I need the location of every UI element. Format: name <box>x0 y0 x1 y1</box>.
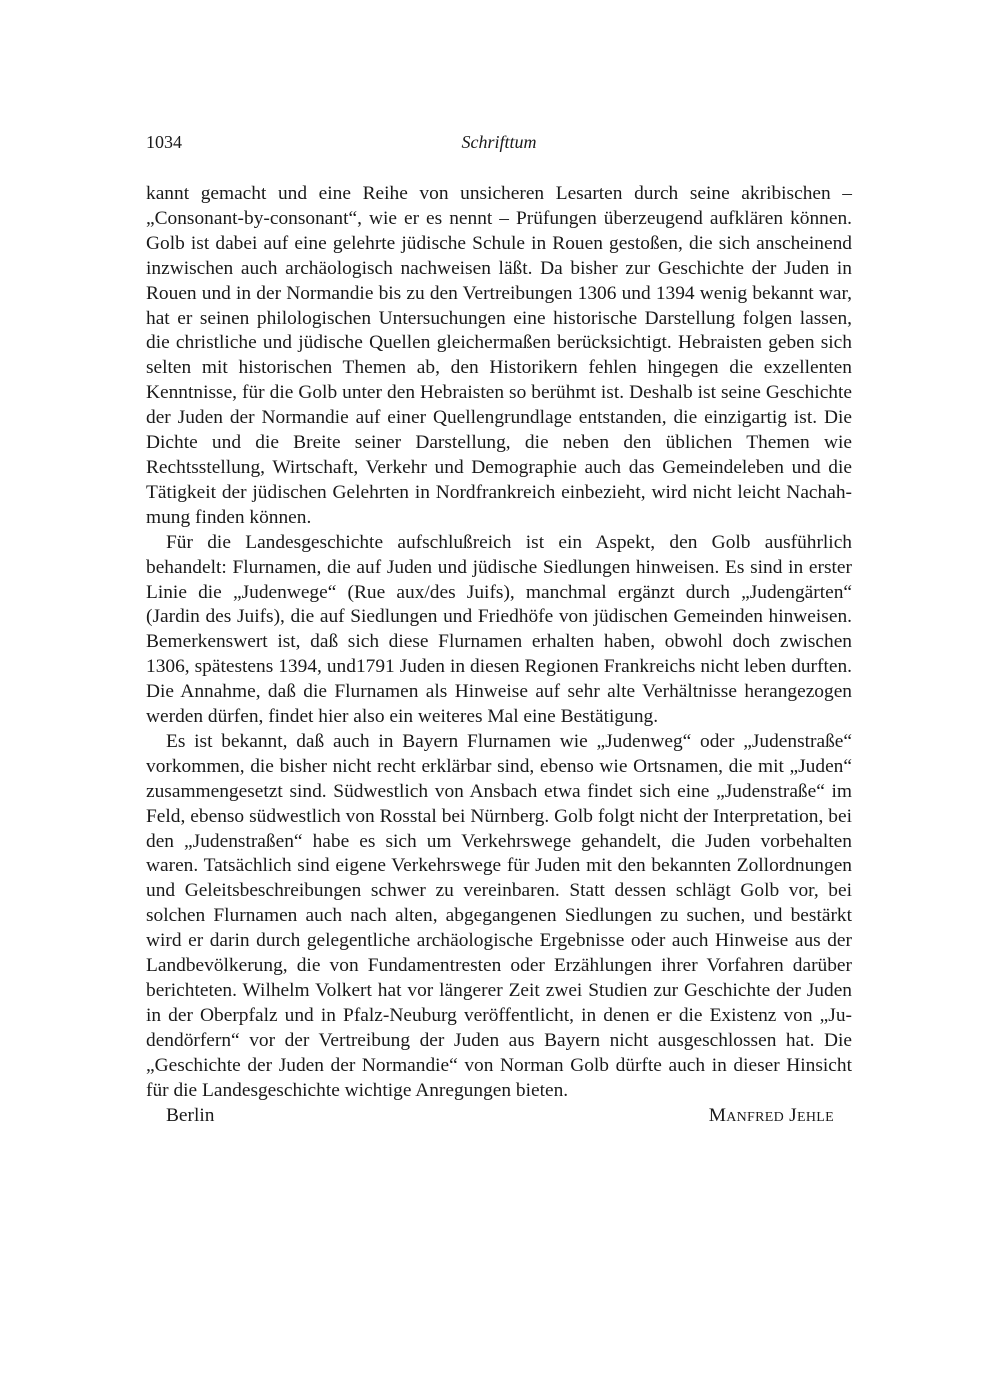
body-text <box>146 182 852 1104</box>
paragraph-3: Es ist bekannt, daß auch in Bayern Flurnamen wie „Judenweg“ oder „Judenstraße“ vorkommen, die bisher nicht recht erklärbar sind, ebenso wie Ortsnamen, die mit „Juden“ zusammengesetzt sind. Südwestlich von Ansbach etwa findet sich eine „Judenstraße“ im Feld, ebenso südwestlich von Rosstal bei Nürnberg. Golb folgt nicht der Interpretation, bei den „Judenstraßen“ habe es sich um Verkehrswege gehandelt, die Juden vorbehalten waren. Tatsächlich sind eigene Verkehrswege für Juden mit den bekannten Zollordnungen und Geleitsbeschreibungen schwer zu vereinbaren. Statt dessen schlägt Golb vor, bei solchen Flurnamen auch nach alten, abgegangenen Siedlungen zu suchen, und bestärkt wird er darin durch gelegentliche archäologische Ergebnisse oder auch Hinweise aus der Landbevölkerung, die von Fundamentresten oder Erzählungen ihrer Vorfahren darüber berichteten. Wilhelm Volkert hat vor längerer Zeit zwei Studien zur Geschichte der Juden in der Oberpfalz und in Pfalz-Neuburg veröffentlicht, in denen er die Existenz von „Judendörfern“ vor der Vertreibung der Juden aus Bayern nicht ausgeschlossen hat. Die „Geschichte der Juden der Normandie“ von Norman Golb dürfte auch in dieser Hinsicht für die Landesgeschichte wichtige Anregungen bieten. <box>146 730 852 1101</box>
running-title: Schrifttum <box>461 132 537 152</box>
document-page <box>146 128 852 1130</box>
paragraph-2: Für die Landesgeschichte aufschlußreich ist ein Aspekt, den Golb ausführlich behandelt: Flurnamen, die auf Juden und jüdische Siedlungen hinweisen. Es sind in erster Linie die „Judenwege“ (Rue aux/des Juifs), manchmal ergänzt durch „Judengärten“ (Jardin des Juifs), die auf Siedlungen und Friedhöfe von jüdischen Gemeinden hinweisen. Bemerkenswert ist, daß sich diese Flurnamen erhalten haben, obwohl doch zwischen 1306, spätestens 1394, und1791 Juden in diesen Regionen Frankreichs nicht leben durften. Die Annahme, daß die Flurnamen als Hinweise auf sehr alte Verhältnisse herangezogen werden dürfen, findet hier also ein weiteres Mal eine Bestätigung. <box>146 531 852 728</box>
paragraph-1: kannt gemacht und eine Reihe von unsicheren Lesarten durch seine akribischen – „Consonant-by-consonant“, wie er es nennt – Prüfungen überzeugend aufklären können. Golb ist dabei auf eine gelehrte jüdische Schule in Rouen gestoßen, die sich anscheinend inzwischen auch archäologisch nachweisen läßt. Da bisher zur Geschichte der Juden in Rouen und in der Normandie bis zu den Vertreibungen 1306 und 1394 wenig bekannt war, hat er seinen philologischen Untersuchungen eine historische Darstellung folgen lassen, die christliche und jüdische Quellen gleichermaßen berücksichtigt. Hebraisten geben sich selten mit historischen Themen ab, den Historikern fehlen hingegen die exzellenten Kenntnisse, für die Golb unter den Hebraisten so berühmt ist. Deshalb ist seine Geschichte der Juden der Normandie auf einer Quellengrundlage entstanden, die einzigartig ist. Die Dichte und die Breite seiner Darstellung, die neben den üblichen Themen wie Rechtsstellung, Wirtschaft, Verkehr und Demographie auch das Gemeindeleben und die Tätigkeit der jüdischen Gelehrten in Nordfrankreich einbezieht, wird nicht leicht Nachahmung finden können. <box>146 183 852 528</box>
signature-line <box>146 1104 852 1130</box>
signature-author: Manfred Jehle <box>708 1104 834 1126</box>
page-number: 1034 <box>146 132 182 152</box>
signature-place: Berlin <box>166 1104 215 1126</box>
running-head <box>146 128 852 158</box>
